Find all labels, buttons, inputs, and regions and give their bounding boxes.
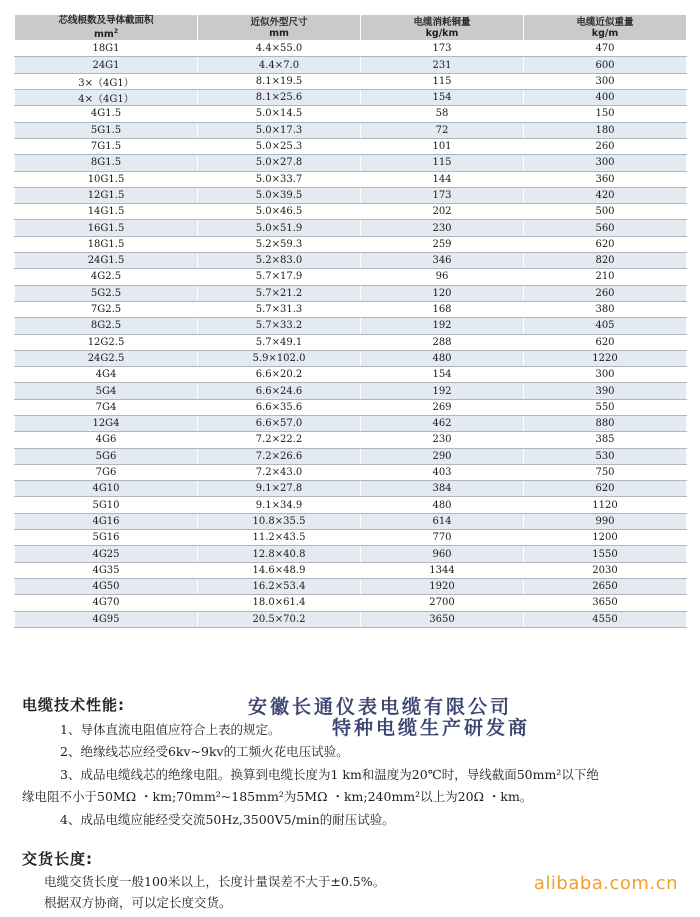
weight-cell: 180 (524, 122, 687, 138)
dimension-cell: 6.6×35.6 (198, 399, 361, 415)
dimension-cell: 10.8×35.5 (198, 513, 361, 529)
weight-cell: 990 (524, 513, 687, 529)
table-row (15, 595, 687, 611)
weight-cell: 820 (524, 253, 687, 269)
dimension-cell: 5.9×102.0 (198, 350, 361, 366)
copper-cell: 3650 (361, 611, 524, 627)
copper-cell: 192 (361, 383, 524, 399)
dimension-cell: 5.0×51.9 (198, 220, 361, 236)
copper-cell: 115 (361, 155, 524, 171)
cores-cell: 18G1 (15, 41, 198, 57)
cores-cell: 8G1.5 (15, 155, 198, 171)
cores-cell: 18G1.5 (15, 236, 198, 252)
dimension-cell: 5.0×17.3 (198, 122, 361, 138)
dimension-cell: 5.7×33.2 (198, 318, 361, 334)
weight-cell: 300 (524, 155, 687, 171)
header-line2-sup: 2 (113, 28, 118, 35)
cable-spec-table (14, 14, 687, 628)
company-tagline: 特种电缆生产研发商 (332, 717, 531, 739)
copper-cell: 290 (361, 448, 524, 464)
copper-cell: 346 (361, 253, 524, 269)
cores-cell: 4×（4G1） (15, 90, 198, 106)
weight-cell: 620 (524, 236, 687, 252)
dimension-cell: 18.0×61.4 (198, 595, 361, 611)
header-line1: 电缆近似重量 (576, 16, 634, 28)
header-cores-section (15, 15, 198, 41)
cores-cell: 4G2.5 (15, 269, 198, 285)
weight-cell: 400 (524, 90, 687, 106)
weight-cell: 210 (524, 269, 687, 285)
dimension-cell: 9.1×27.8 (198, 481, 361, 497)
copper-cell: 288 (361, 334, 524, 350)
table-row (15, 301, 687, 317)
company-name: 安徽长通仪表电缆有限公司 (248, 696, 513, 718)
weight-cell: 385 (524, 432, 687, 448)
delivery-item-1: 电缆交货长度一般100米以上，长度计量误差不大于±0.5%。 (44, 874, 386, 889)
header-line1: 芯线根数及导体截面积 (58, 15, 154, 26)
dimension-cell: 7.2×43.0 (198, 464, 361, 480)
weight-cell: 405 (524, 318, 687, 334)
weight-cell: 2650 (524, 578, 687, 594)
cores-cell: 24G1 (15, 57, 198, 73)
cores-cell: 5G1.5 (15, 122, 198, 138)
copper-cell: 115 (361, 73, 524, 89)
copper-cell: 192 (361, 318, 524, 334)
header-line1: 电缆消耗铜量 (413, 16, 471, 28)
table-row (15, 122, 687, 138)
table-row (15, 578, 687, 594)
table-row (15, 611, 687, 627)
cores-cell: 7G2.5 (15, 301, 198, 317)
table-row (15, 41, 687, 57)
weight-cell: 420 (524, 187, 687, 203)
weight-cell: 300 (524, 73, 687, 89)
dimension-cell: 5.7×21.2 (198, 285, 361, 301)
weight-cell: 4550 (524, 611, 687, 627)
weight-cell: 750 (524, 464, 687, 480)
header-weight (524, 15, 687, 41)
cores-cell: 4G10 (15, 481, 198, 497)
cores-cell: 8G2.5 (15, 318, 198, 334)
copper-cell: 154 (361, 367, 524, 383)
delivery-title: 交货长度: (22, 850, 93, 868)
copper-cell: 770 (361, 530, 524, 546)
copper-cell: 1920 (361, 578, 524, 594)
dimension-cell: 8.1×25.6 (198, 90, 361, 106)
performance-item-2: 2、绝缘线芯应经受6kv~9kv的工频火花电压试验。 (60, 744, 349, 759)
copper-cell: 230 (361, 220, 524, 236)
dimension-cell: 5.0×25.3 (198, 138, 361, 154)
cores-cell: 5G4 (15, 383, 198, 399)
weight-cell: 260 (524, 138, 687, 154)
dimension-cell: 6.6×24.6 (198, 383, 361, 399)
table-row (15, 448, 687, 464)
weight-cell: 1120 (524, 497, 687, 513)
table-row (15, 204, 687, 220)
cores-cell: 4G6 (15, 432, 198, 448)
dimension-cell: 20.5×70.2 (198, 611, 361, 627)
table-header (15, 15, 687, 41)
copper-cell: 462 (361, 415, 524, 431)
weight-cell: 550 (524, 399, 687, 415)
table-row (15, 481, 687, 497)
dimension-cell: 7.2×26.6 (198, 448, 361, 464)
weight-cell: 530 (524, 448, 687, 464)
performance-item-3: 3、成品电缆线芯的绝缘电阻。换算到电缆长度为1 km和温度为20℃时，导线截面50mm²以下绝 (60, 767, 599, 782)
dimension-cell: 16.2×53.4 (198, 578, 361, 594)
table-row (15, 57, 687, 73)
weight-cell: 380 (524, 301, 687, 317)
weight-cell: 560 (524, 220, 687, 236)
cores-cell: 4G50 (15, 578, 198, 594)
copper-cell: 101 (361, 138, 524, 154)
dimension-cell: 5.0×14.5 (198, 106, 361, 122)
table-row (15, 171, 687, 187)
weight-cell: 620 (524, 481, 687, 497)
dimension-cell: 5.0×46.5 (198, 204, 361, 220)
cores-cell: 5G16 (15, 530, 198, 546)
copper-cell: 614 (361, 513, 524, 529)
weight-cell: 3650 (524, 595, 687, 611)
weight-cell: 1200 (524, 530, 687, 546)
cores-cell: 7G1.5 (15, 138, 198, 154)
cores-cell: 4G16 (15, 513, 198, 529)
copper-cell: 2700 (361, 595, 524, 611)
cores-cell: 5G10 (15, 497, 198, 513)
table-row (15, 155, 687, 171)
dimension-cell: 8.1×19.5 (198, 73, 361, 89)
cores-cell: 7G6 (15, 464, 198, 480)
weight-cell: 620 (524, 334, 687, 350)
weight-cell: 880 (524, 415, 687, 431)
weight-cell: 470 (524, 41, 687, 57)
dimension-cell: 5.0×33.7 (198, 171, 361, 187)
table-row (15, 530, 687, 546)
copper-cell: 384 (361, 481, 524, 497)
dimension-cell: 5.2×59.3 (198, 236, 361, 252)
copper-cell: 168 (361, 301, 524, 317)
table-row (15, 562, 687, 578)
dimension-cell: 6.6×57.0 (198, 415, 361, 431)
watermark-text: alibaba.com.cn (533, 873, 678, 894)
cores-cell: 24G1.5 (15, 253, 198, 269)
weight-cell: 390 (524, 383, 687, 399)
cores-cell: 4G35 (15, 562, 198, 578)
dimension-cell: 4.4×7.0 (198, 57, 361, 73)
cores-cell: 4G1.5 (15, 106, 198, 122)
cores-cell: 12G1.5 (15, 187, 198, 203)
copper-cell: 403 (361, 464, 524, 480)
header-line2: kg/m (591, 27, 619, 39)
header-dimensions (198, 15, 361, 41)
weight-cell: 150 (524, 106, 687, 122)
copper-cell: 58 (361, 106, 524, 122)
copper-cell: 480 (361, 350, 524, 366)
dimension-cell: 5.7×17.9 (198, 269, 361, 285)
table-row (15, 415, 687, 431)
cores-cell: 4G25 (15, 546, 198, 562)
table-row (15, 383, 687, 399)
cores-cell: 7G4 (15, 399, 198, 415)
table-row (15, 350, 687, 366)
copper-cell: 144 (361, 171, 524, 187)
table-row (15, 285, 687, 301)
dimension-cell: 6.6×20.2 (198, 367, 361, 383)
copper-cell: 259 (361, 236, 524, 252)
table-row (15, 497, 687, 513)
table-row (15, 138, 687, 154)
cores-cell: 10G1.5 (15, 171, 198, 187)
cores-cell: 12G2.5 (15, 334, 198, 350)
weight-cell: 500 (524, 204, 687, 220)
table-row (15, 187, 687, 203)
copper-cell: 173 (361, 41, 524, 57)
header-copper-usage (361, 15, 524, 41)
performance-item-1: 1、导体直流电阻值应符合上表的规定。 (60, 722, 281, 737)
copper-cell: 202 (361, 204, 524, 220)
dimension-cell: 12.8×40.8 (198, 546, 361, 562)
table-row (15, 253, 687, 269)
cores-cell: 16G1.5 (15, 220, 198, 236)
cores-cell: 3×（4G1） (15, 73, 198, 89)
weight-cell: 300 (524, 367, 687, 383)
copper-cell: 960 (361, 546, 524, 562)
table-row (15, 546, 687, 562)
table-row (15, 432, 687, 448)
table-row (15, 464, 687, 480)
cores-cell: 24G2.5 (15, 350, 198, 366)
table-row (15, 269, 687, 285)
dimension-cell: 5.2×83.0 (198, 253, 361, 269)
weight-cell: 2030 (524, 562, 687, 578)
copper-cell: 480 (361, 497, 524, 513)
cores-cell: 4G4 (15, 367, 198, 383)
cores-cell: 12G4 (15, 415, 198, 431)
table-row (15, 513, 687, 529)
dimension-cell: 5.7×49.1 (198, 334, 361, 350)
weight-cell: 1550 (524, 546, 687, 562)
table-row (15, 90, 687, 106)
copper-cell: 154 (361, 90, 524, 106)
table-body (15, 41, 687, 628)
table-row (15, 73, 687, 89)
weight-cell: 1220 (524, 350, 687, 366)
dimension-cell: 7.2×22.2 (198, 432, 361, 448)
table-row (15, 220, 687, 236)
header-row (15, 15, 687, 41)
header-line1: 近似外型尺寸 (250, 16, 308, 28)
table-row (15, 106, 687, 122)
copper-cell: 96 (361, 269, 524, 285)
dimension-cell: 11.2×43.5 (198, 530, 361, 546)
dimension-cell: 5.0×39.5 (198, 187, 361, 203)
dimension-cell: 9.1×34.9 (198, 497, 361, 513)
header-line2: mm (94, 29, 114, 41)
cores-cell: 4G70 (15, 595, 198, 611)
table-row (15, 318, 687, 334)
copper-cell: 1344 (361, 562, 524, 578)
weight-cell: 360 (524, 171, 687, 187)
dimension-cell: 14.6×48.9 (198, 562, 361, 578)
table-row (15, 399, 687, 415)
performance-item-3-cont: 缘电阻不小于50MΩ ・km;70mm²~185mm²为5MΩ ・km;240mm²以上为20Ω ・km。 (22, 789, 533, 804)
copper-cell: 269 (361, 399, 524, 415)
copper-cell: 231 (361, 57, 524, 73)
performance-item-4: 4、成品电缆应能经受交流50Hz,3500V5/min的耐压试验。 (60, 812, 395, 827)
dimension-cell: 5.7×31.3 (198, 301, 361, 317)
table-row (15, 367, 687, 383)
table-row (15, 236, 687, 252)
copper-cell: 230 (361, 432, 524, 448)
weight-cell: 260 (524, 285, 687, 301)
cores-cell: 14G1.5 (15, 204, 198, 220)
cores-cell: 5G2.5 (15, 285, 198, 301)
performance-title: 电缆技术性能: (22, 696, 125, 714)
copper-cell: 120 (361, 285, 524, 301)
cores-cell: 5G6 (15, 448, 198, 464)
header-line2: kg/km (425, 27, 459, 39)
table-row (15, 334, 687, 350)
delivery-item-2: 根据双方协商，可以定长度交货。 (44, 895, 232, 910)
cores-cell: 4G95 (15, 611, 198, 627)
copper-cell: 173 (361, 187, 524, 203)
weight-cell: 600 (524, 57, 687, 73)
dimension-cell: 4.4×55.0 (198, 41, 361, 57)
copper-cell: 72 (361, 122, 524, 138)
header-line2: mm (269, 27, 289, 39)
dimension-cell: 5.0×27.8 (198, 155, 361, 171)
